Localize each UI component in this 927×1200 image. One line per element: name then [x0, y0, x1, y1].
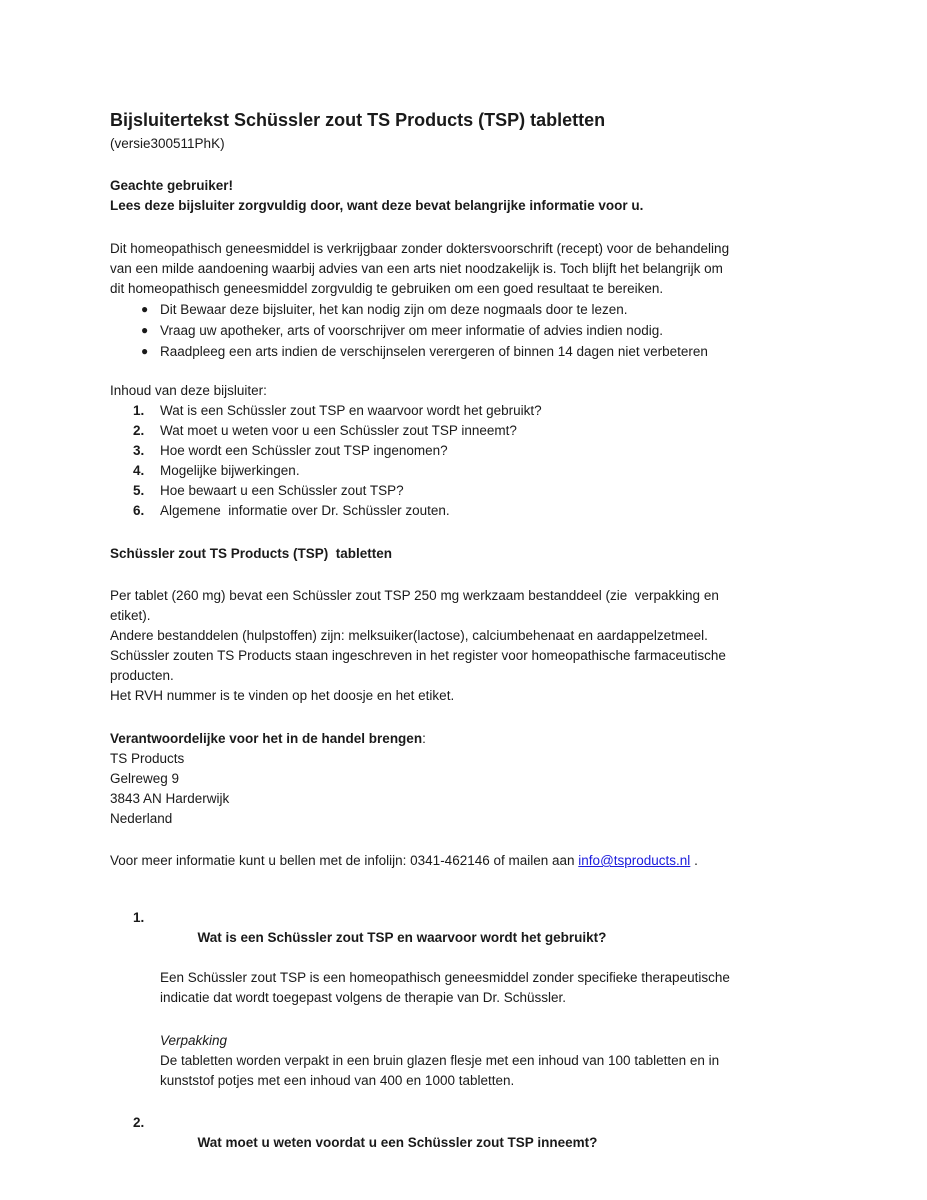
table-of-contents: [110, 381, 826, 521]
section-heading-text: Wat moet u weten voordat u een Schüssler zout TSP inneemt?: [197, 1135, 598, 1150]
composition-line: Schüssler zouten TS Products staan ingeschreven in het register voor homeopathische farmaceutische: [110, 648, 726, 663]
intro-paragraph: [110, 239, 826, 299]
toc-item-text: Hoe wordt een Schüssler zout TSP ingenomen?: [160, 443, 448, 458]
toc-item-number: 5.: [133, 483, 145, 498]
composition-line: etiket).: [110, 608, 151, 623]
bullet-text: Dit Bewaar deze bijsluiter, het kan nodig zijn om deze nogmaals door te lezen.: [160, 302, 628, 317]
toc-item: [110, 441, 826, 461]
packaging-body-line: kunststof potjes met een inhoud van 400 en 1000 tabletten.: [160, 1073, 515, 1088]
toc-heading: Inhoud van deze bijsluiter:: [110, 383, 267, 398]
toc-list: [110, 401, 826, 521]
product-heading: Schüssler zout TS Products (TSP) tabletten: [110, 546, 393, 561]
numbered-sections: [110, 908, 826, 1173]
packaging-subheading: Verpakking: [160, 1033, 228, 1048]
greeting-line: Lees deze bijsluiter zorgvuldig door, want deze bevat belangrijke informatie voor u.: [110, 198, 644, 213]
toc-item: [110, 401, 826, 421]
composition-line: Per tablet (260 mg) bevat een Schüssler zout TSP 250 mg werkzaam bestanddeel (zie verpakking en: [110, 588, 719, 603]
packaging-body: [110, 1051, 826, 1091]
section-number: 1.: [133, 910, 145, 925]
bullet-text: Vraag uw apotheker, arts of voorschrijver om meer informatie of advies indien nodig.: [160, 323, 664, 338]
toc-item-number: 1.: [133, 403, 145, 418]
intro-line: van een milde aandoening waarbij advies van een arts niet noodzakelijk is. Toch blijft het belangrijk om: [110, 261, 723, 276]
contact-line: [110, 851, 826, 871]
bullet-icon: ●: [141, 302, 149, 316]
composition-paragraph: [110, 586, 826, 706]
toc-item-text: Hoe bewaart u een Schüssler zout TSP?: [160, 483, 404, 498]
bullet-item: [110, 320, 826, 341]
document-content: [110, 108, 826, 1173]
section-heading-text: Wat is een Schüssler zout TSP en waarvoor wordt het gebruikt?: [197, 930, 607, 945]
contact-prefix: Voor meer informatie kunt u bellen met de infolijn: 0341-462146 of mailen aan: [110, 853, 579, 868]
toc-item-text: Algemene informatie over Dr. Schüssler zouten.: [160, 503, 450, 518]
address-line: 3843 AN Harderwijk: [110, 791, 230, 806]
address-line: Gelreweg 9: [110, 771, 180, 786]
section-number: 2.: [133, 1115, 145, 1130]
bullet-icon: ●: [141, 323, 149, 337]
address-line: Nederland: [110, 811, 173, 826]
composition-line: Andere bestanddelen (hulpstoffen) zijn: melksuiker(lactose), calciumbehenaat en aardappelzetmeel.: [110, 628, 708, 643]
responsible-heading-colon: :: [422, 731, 426, 746]
toc-item: [110, 421, 826, 441]
toc-item-number: 6.: [133, 503, 145, 518]
composition-line: producten.: [110, 668, 174, 683]
section-2: [110, 1113, 826, 1173]
toc-item-number: 4.: [133, 463, 145, 478]
toc-item-number: 2.: [133, 423, 145, 438]
intro-line: Dit homeopathisch geneesmiddel is verkrijgbaar zonder doktersvoorschrift (recept) voor de behandeling: [110, 241, 730, 256]
greeting-line: Geachte gebruiker!: [110, 178, 234, 193]
toc-item-number: 3.: [133, 443, 145, 458]
toc-item: [110, 461, 826, 481]
email-link[interactable]: info@tsproducts.nl: [578, 853, 691, 868]
intro-line: dit homeopathisch geneesmiddel zorgvuldig te gebruiken om een goed resultaat te bereiken.: [110, 281, 664, 296]
bullet-text: Raadpleeg een arts indien de verschijnselen verergeren of binnen 14 dagen niet verbeteren: [160, 344, 708, 359]
bullet-icon: ●: [141, 344, 149, 358]
section-body-line: Een Schüssler zout TSP is een homeopathisch geneesmiddel zonder specifieke therapeutische: [160, 970, 730, 985]
responsible-heading: [110, 729, 826, 749]
responsible-block: [110, 729, 826, 829]
section-1: [110, 908, 826, 1091]
toc-item: [110, 481, 826, 501]
section-body-line: indicatie dat wordt toegepast volgens de therapie van Dr. Schüssler.: [160, 990, 566, 1005]
contact-suffix: .: [690, 853, 698, 868]
greeting-block: [110, 176, 826, 216]
version-line: (versie300511PhK): [110, 136, 225, 151]
packaging-body-line: De tabletten worden verpakt in een bruin glazen flesje met een inhoud van 100 tabletten en in: [160, 1053, 720, 1068]
bullet-item: [110, 341, 826, 362]
toc-item-text: Wat is een Schüssler zout TSP en waarvoor wordt het gebruikt?: [160, 403, 542, 418]
composition-line: Het RVH nummer is te vinden op het doosje en het etiket.: [110, 688, 455, 703]
toc-item-text: Wat moet u weten voor u een Schüssler zout TSP inneemt?: [160, 423, 517, 438]
page-title: Bijsluitertekst Schüssler zout TS Products (TSP) tabletten: [110, 110, 606, 130]
responsible-heading-text: Verantwoordelijke voor het in de handel brengen: [110, 731, 423, 746]
section-heading: [110, 1113, 826, 1173]
bullet-item: [110, 299, 826, 320]
toc-item: [110, 501, 826, 521]
toc-item-text: Mogelijke bijwerkingen.: [160, 463, 300, 478]
advice-list: [110, 299, 826, 362]
section-body: [110, 968, 826, 1008]
address-line: TS Products: [110, 751, 185, 766]
section-heading: [110, 908, 826, 968]
